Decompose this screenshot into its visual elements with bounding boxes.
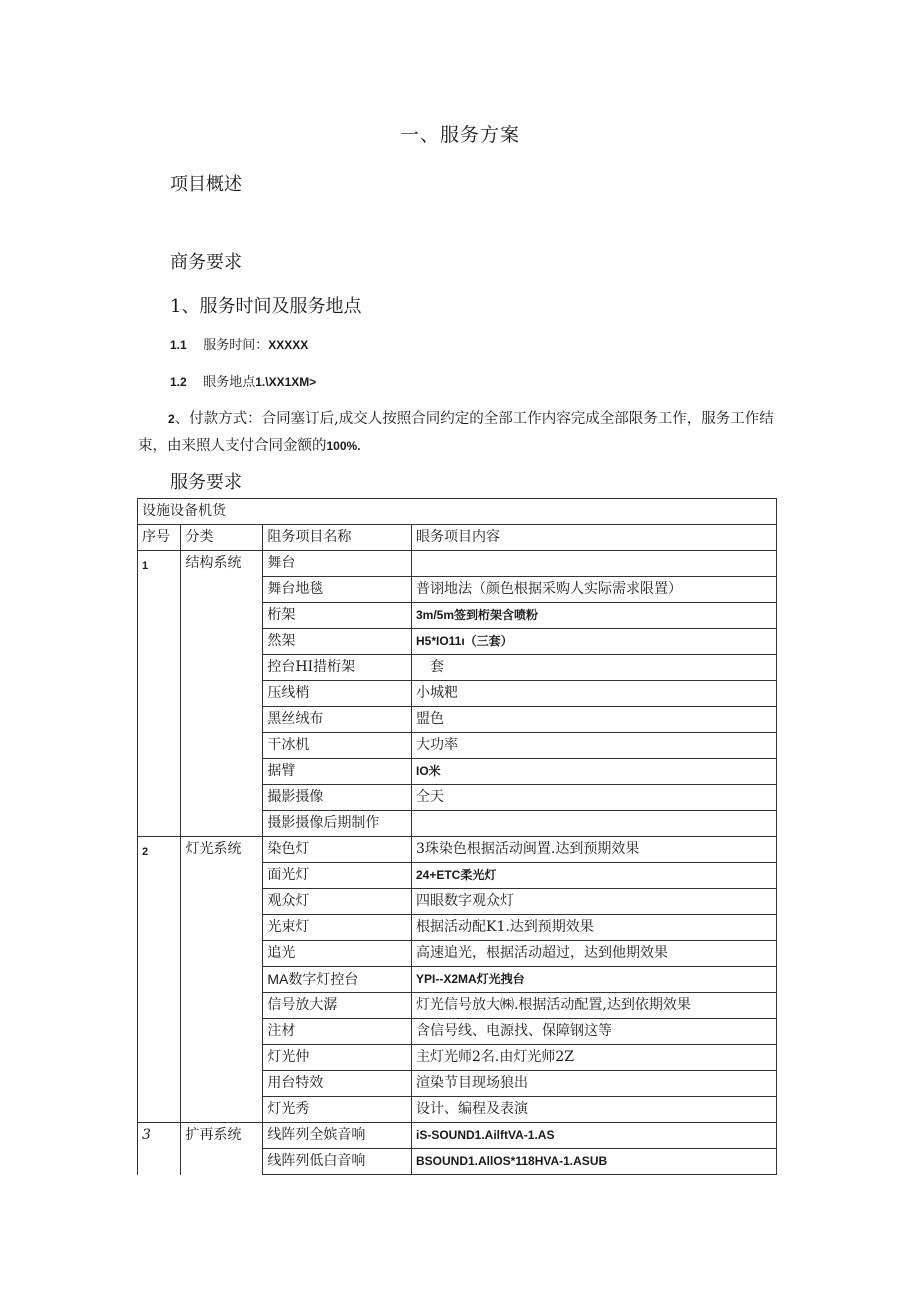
item-content-cell: 主灯光师2名.由灯光师2Z [411,1045,776,1071]
payment-num: 2 [168,412,175,426]
section1-heading: 1、服务时间及服务地点 [170,296,362,317]
table-header-row [138,525,777,551]
item-content-cell: 渲染节目现场狼出 [411,1071,776,1097]
item-content-cell: 四眼数字观众灯 [411,889,776,915]
service-table [137,498,777,1175]
service-heading: 服务要求 [170,472,242,493]
item-content-cell: 大功率 [411,733,776,759]
item-1-2 [170,371,316,390]
item-name-cell: 追光 [263,941,412,967]
item-1-1 [170,334,308,353]
item-content-cell: 套 [411,655,776,681]
item-name-cell: 摄影摄像后期制作 [263,811,412,837]
item-name-cell: 压线梢 [263,681,412,707]
item-name-cell: 据臂 [263,759,412,785]
item-name-cell: 黑丝绒布 [263,707,412,733]
header-item-content: 眼务项目内容 [411,525,776,551]
row-number: 2 [138,837,181,1123]
item-content-cell: 3珠染色根据活动闽置.达到预期效果 [411,837,776,863]
item-name-cell: 舞台 [263,551,412,577]
item-name-cell: 染色灯 [263,837,412,863]
item-name-cell: 面光灯 [263,863,412,889]
item-content-cell: 仝天 [411,785,776,811]
item-content-cell: 高速追光，根据活动超过，达到他期效果 [411,941,776,967]
item-content-cell: 3m/5m签到桁架含喷粉 [411,603,776,629]
table-row [138,1123,777,1149]
row-category: 结构系统 [181,551,263,837]
item-name-cell: 信号放大潺 [263,993,412,1019]
table-row [138,551,777,577]
overview-heading: 项目概述 [170,174,242,195]
business-heading: 商务要求 [170,252,242,273]
item-name-cell: 灯光秀 [263,1097,412,1123]
row-category: 灯光系统 [181,837,263,1123]
payment-paragraph [138,406,778,460]
header-category: 分类 [181,525,263,551]
item-content-cell: BSOUND1.AllOS*118HVA-1.ASUB [411,1149,776,1175]
item-content-cell [411,811,776,837]
item-content-cell: 设计、编程及表演 [411,1097,776,1123]
payment-percent: 100%. [326,439,361,453]
row-category: 扩再系统 [181,1123,263,1175]
item-1-1-value: XXXXX [268,338,309,352]
item-content-cell: 盟色 [411,707,776,733]
item-content-cell: 24+ETC柔光灯 [411,863,776,889]
item-name-cell: 舞台地毯 [263,577,412,603]
item-name-cell: 撮影摄像 [263,785,412,811]
item-content-cell: iS-SOUND1.AilftVA-1.AS [411,1123,776,1149]
item-content-cell: 根据活动配K1.达到预期效果 [411,915,776,941]
page-title: 一、服务方案 [399,124,520,146]
table-caption: 设施设备机货 [138,499,777,525]
item-content-cell: YPI--X2MA灯光拽台 [411,967,776,993]
table-row [138,837,777,863]
item-name-cell: 线阵列低白音响 [263,1149,412,1175]
item-name-cell: 然架 [263,629,412,655]
item-name-cell: 干冰机 [263,733,412,759]
item-name-cell: 用台特效 [263,1071,412,1097]
item-content-cell: 含信号线、电源找、保障钢这等 [411,1019,776,1045]
item-1-2-value: 1.\XX1XM> [255,375,317,389]
item-name-cell: MA数字灯控台 [263,967,412,993]
row-number: 1 [138,551,181,837]
header-item-name: 阻务项目名称 [263,525,412,551]
item-name-cell: 控台HI措桁架 [263,655,412,681]
item-name-cell: 光束灯 [263,915,412,941]
item-content-cell: 小城粑 [411,681,776,707]
payment-text: 、付款方式：合同塞订后,成交人按照合同约定的全部工作内容完成全部限务工作，服务工作结束，由来照人支付合同金额的 [138,411,774,454]
item-content-cell: 灯光信号放大㈱.根据活动配置,达到依期效果 [411,993,776,1019]
item-1-2-num: 1.2 [170,375,187,389]
item-content-cell: IO米 [411,759,776,785]
item-name-cell: 桁架 [263,603,412,629]
item-1-2-label: 眼务地点 [203,375,256,390]
item-name-cell: 注材 [263,1019,412,1045]
item-1-1-label: 服务时间： [203,338,269,353]
item-name-cell: 观众灯 [263,889,412,915]
item-name-cell: 线阵列全嫔音响 [263,1123,412,1149]
row-number: 3 [138,1123,181,1175]
item-content-cell: H5*IO11ı（三套） [411,629,776,655]
item-name-cell: 灯光仲 [263,1045,412,1071]
table-caption-row [138,499,777,525]
item-content-cell: 普诩地法（颜色根据采购人实际需求限置） [411,577,776,603]
item-content-cell [411,551,776,577]
header-num: 序号 [138,525,181,551]
item-1-1-num: 1.1 [170,338,187,352]
